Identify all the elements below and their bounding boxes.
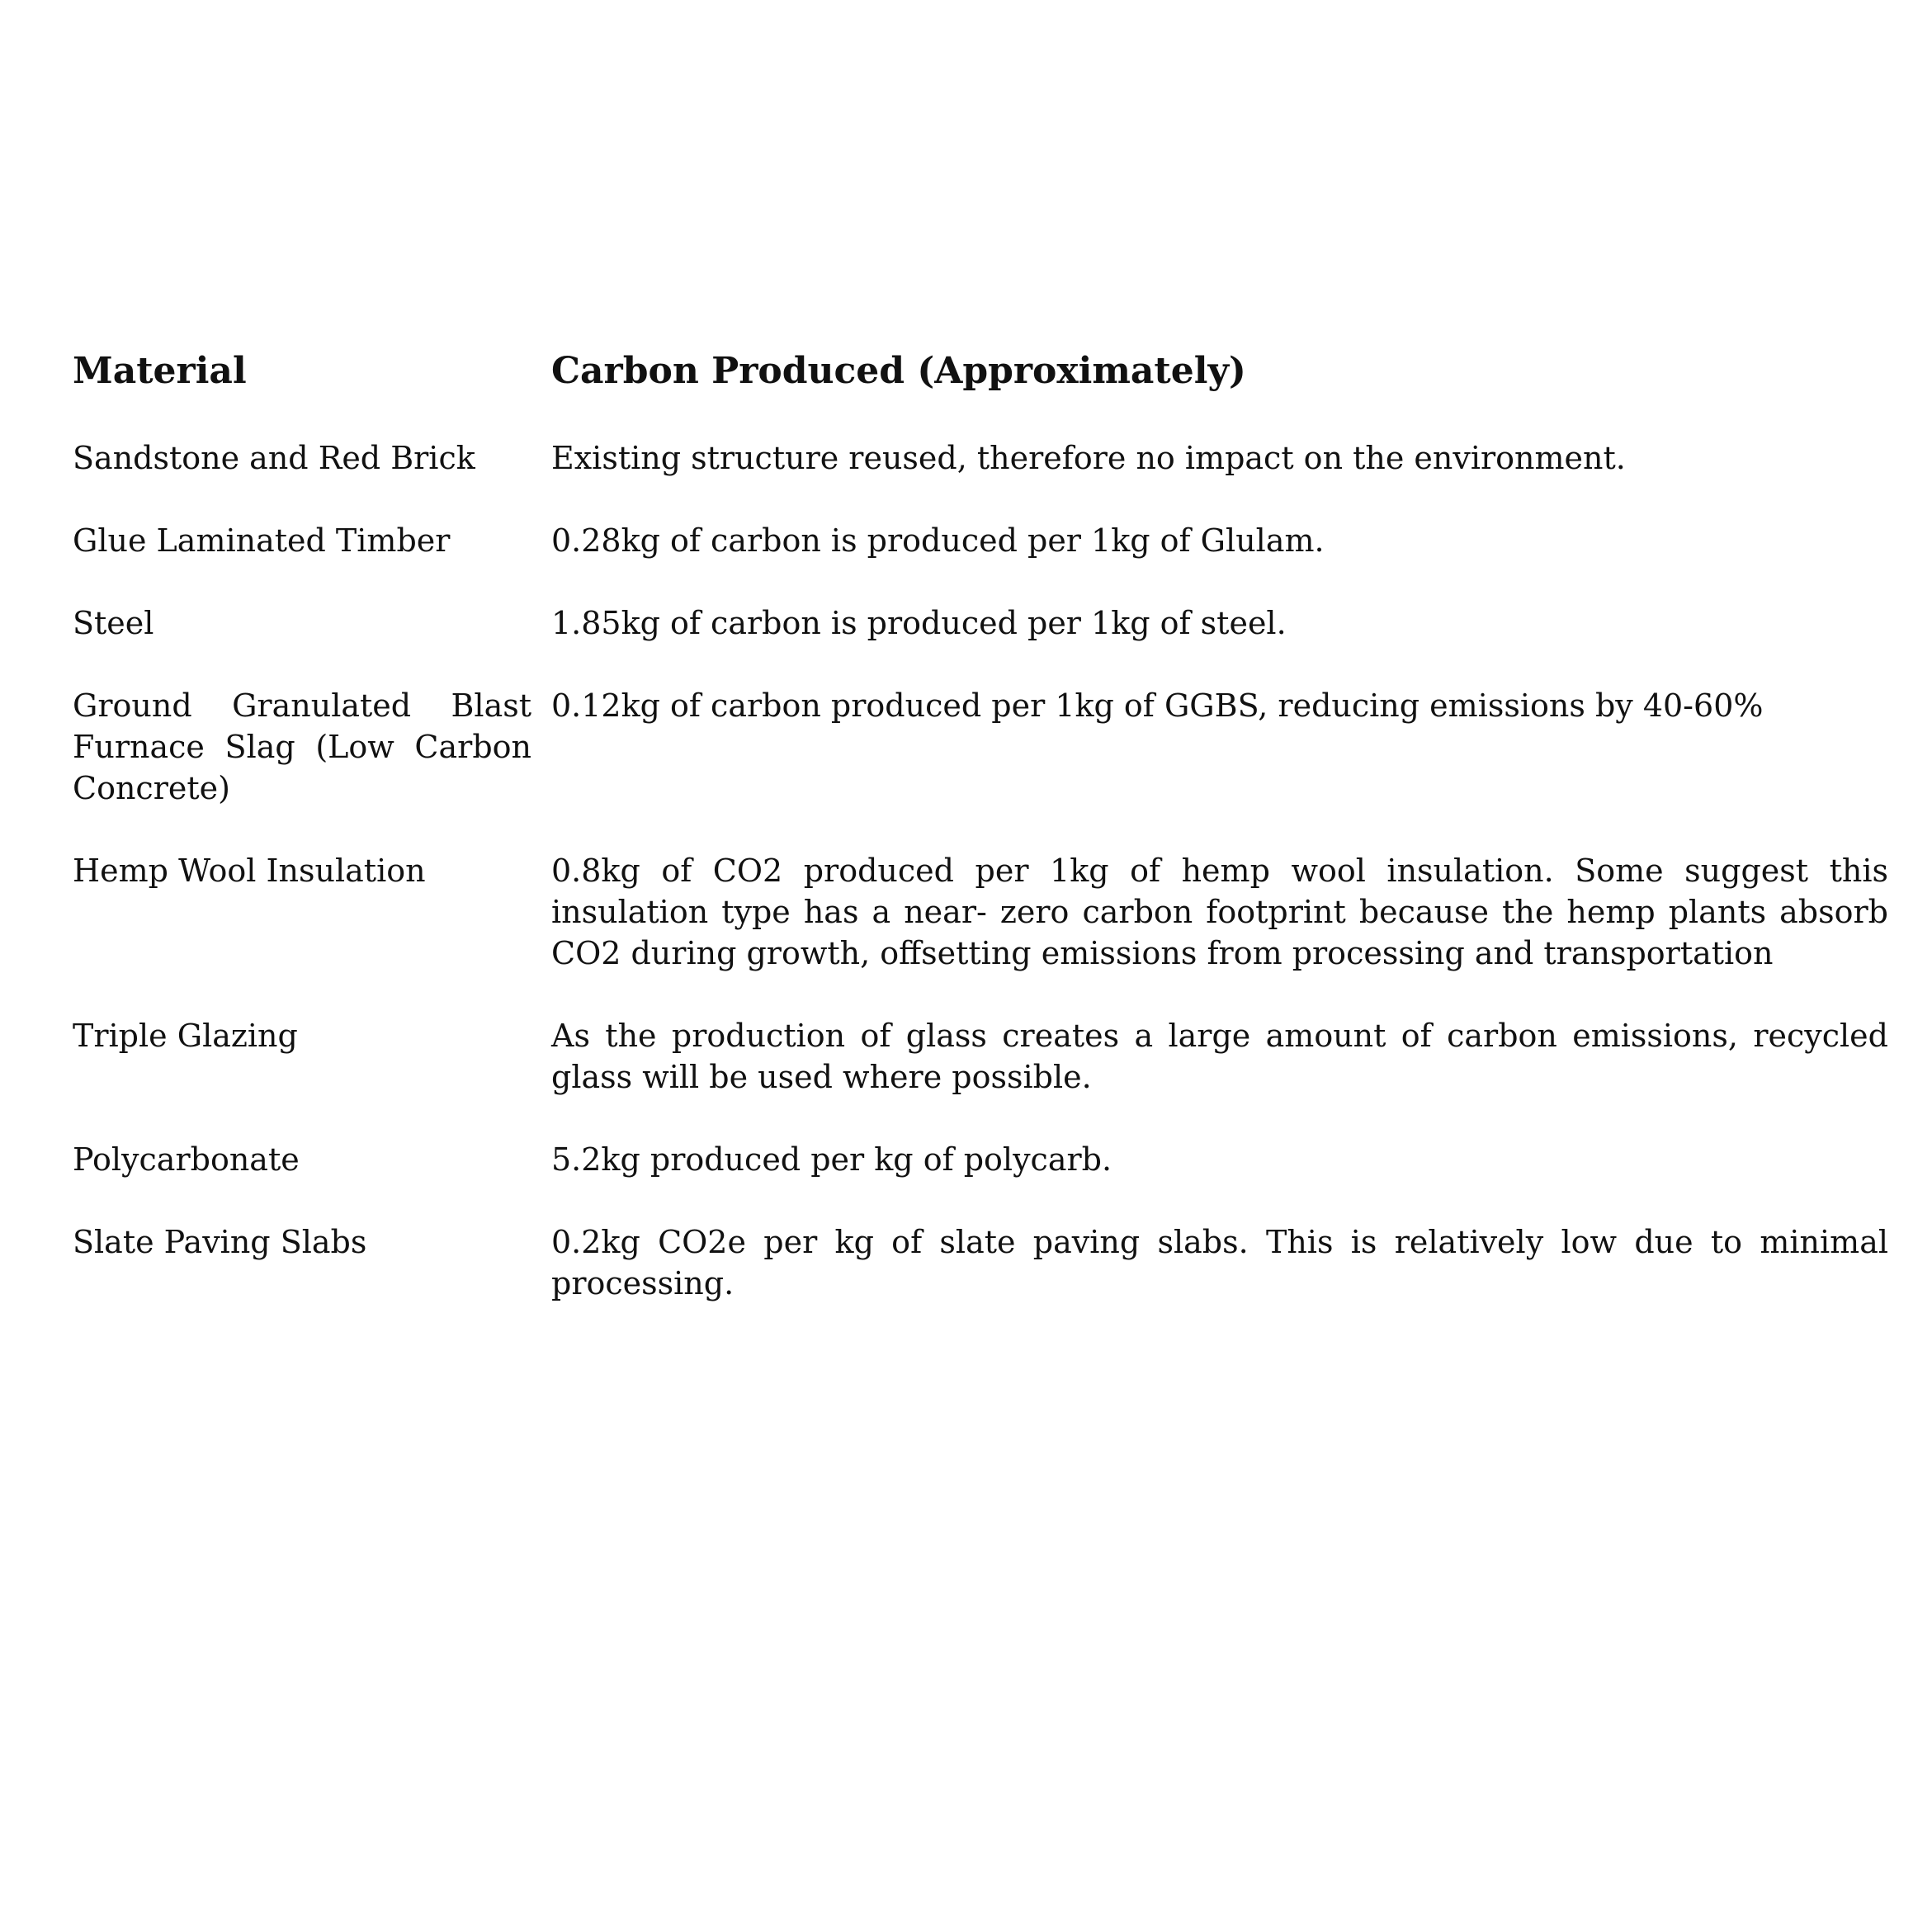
materials-carbon-table: [73, 347, 1913, 1345]
table-row: [73, 437, 1913, 479]
table-row: [73, 850, 1913, 974]
table-row: [73, 1139, 1913, 1180]
material-cell: Steel: [73, 605, 154, 641]
table-row: [73, 602, 1913, 644]
header-carbon: Carbon Produced (Approximately): [551, 350, 1246, 392]
table-header: [73, 347, 1913, 396]
carbon-cell: 1.85kg of carbon is produced per 1kg of steel.: [551, 605, 1287, 641]
material-cell: Polycarbonate: [73, 1141, 300, 1178]
carbon-cell: 0.28kg of carbon is produced per 1kg of Glulam.: [551, 522, 1325, 559]
header-material: Material: [73, 350, 247, 392]
carbon-cell: As the production of glass creates a large amount of carbon emissions, recycled glass will be used where possible.: [551, 1018, 1888, 1095]
carbon-cell: 5.2kg produced per kg of polycarb.: [551, 1141, 1112, 1178]
carbon-cell: 0.12kg of carbon produced per 1kg of GGBS, reducing emissions by 40-60%: [551, 687, 1764, 724]
table-row: [73, 1015, 1913, 1098]
carbon-cell: 0.2kg CO2e per kg of slate paving slabs. This is relatively low due to minimal processing.: [551, 1224, 1888, 1301]
material-cell: Ground Granulated Blast Furnace Slag (Low Carbon Concrete): [73, 687, 531, 806]
carbon-cell: 0.8kg of CO2 produced per 1kg of hemp wool insulation. Some suggest this insulation type has a near- zero carbon footprint because the hemp plants absorb CO2 during growth, offsetting emissions from processing and transportation: [551, 853, 1888, 971]
material-cell: Hemp Wool Insulation: [73, 853, 426, 889]
material-cell: Slate Paving Slabs: [73, 1224, 367, 1260]
table-row: [73, 685, 1913, 809]
table-row: [73, 1221, 1913, 1304]
table-row: [73, 520, 1913, 561]
carbon-cell: Existing structure reused, therefore no impact on the environment.: [551, 440, 1626, 476]
material-cell: Glue Laminated Timber: [73, 522, 451, 559]
material-cell: Sandstone and Red Brick: [73, 440, 475, 476]
material-cell: Triple Glazing: [73, 1018, 298, 1054]
